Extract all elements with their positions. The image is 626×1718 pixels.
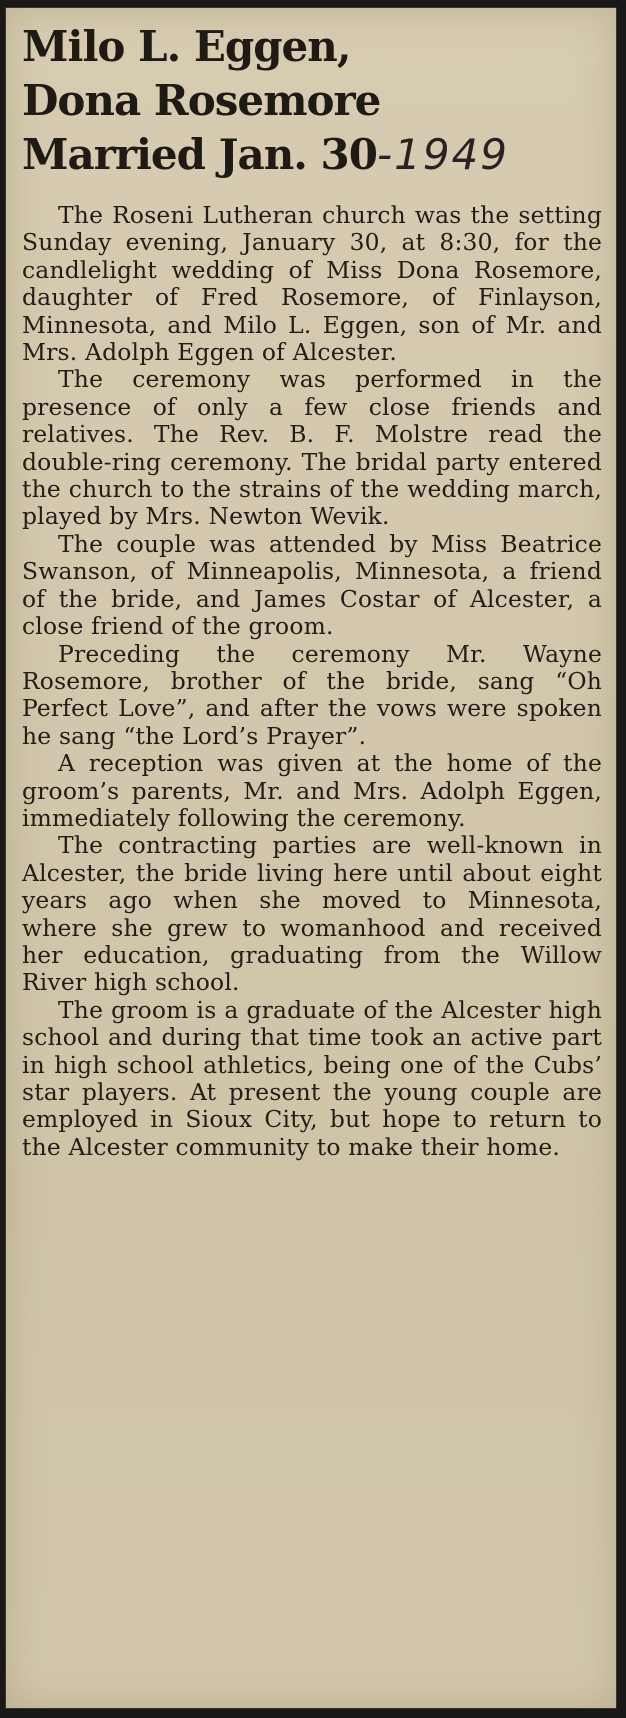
paragraph-7: The groom is a graduate of the Alcester high school and during that time took an active part in high school athletics, being one of the Cubs’ star players. At present the young couple are employed in Sioux City, but hope to return to the Alcester community to make their home. [22,995,602,1161]
paragraph-5: A reception was given at the home of the groom’s parents, Mr. and Mrs. Adolph Eggen, immediately following the ceremony. [22,749,602,832]
headline-date: Married Jan. 30 [22,130,377,179]
paragraph-3: The couple was attended by Miss Beatrice Swanson, of Minneapolis, Minnesota, a friend of the bride, and James Costar of Alcester, a close friend of the groom. [22,529,602,641]
handwritten-year: -1949 [376,130,509,179]
article-body [22,202,602,1161]
paragraph-1: The Roseni Lutheran church was the setting Sunday evening, January 30, at 8:30, for the candlelight wedding of Miss Dona Rosemore, daughter of Fred Rosemore, of Finlayson, Minnesota, and Milo L. Eggen, son of Mr. and Mrs. Adolph Eggen of Alcester. [22,201,602,367]
paragraph-6: The contracting parties are well-known in Alcester, the bride living here until about eight years ago when she moved to Minnesota, where she grew to womanhood and received her education, graduating from the Willow River high school. [22,831,602,997]
newspaper-clipping [6,8,616,1708]
headline [22,20,602,182]
paragraph-4: Preceding the ceremony Mr. Wayne Rosemore, brother of the bride, sang “Oh Perfect Love”, and after the vows were spoken he sang “the Lord’s Prayer”. [22,639,602,750]
headline-line-1: Milo L. Eggen, [22,22,351,71]
paragraph-2: The ceremony was performed in the presence of only a few close friends and relatives. The Rev. B. F. Molstre read the double-ring ceremony. The bridal party entered the church to the strains of the wedding march, played by Mrs. Newton Wevik. [22,365,602,531]
headline-line-2: Dona Rosemore [22,76,381,125]
headline-line-3 [22,128,602,182]
